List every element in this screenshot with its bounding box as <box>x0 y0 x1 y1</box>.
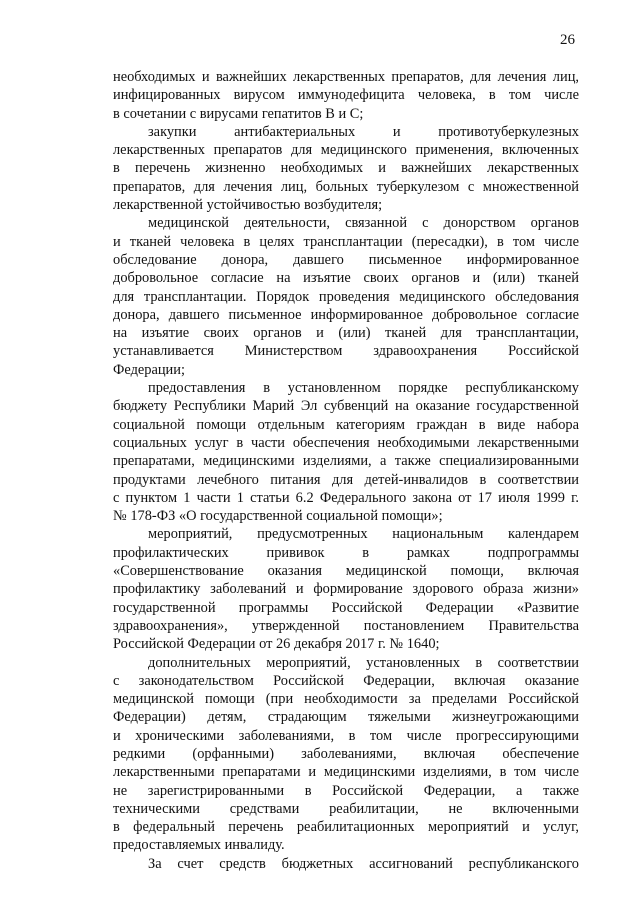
text-line: лекарственной устойчивостью возбудителя; <box>113 197 383 214</box>
text-line: с законодательством Российской Федерации, включая оказание <box>113 672 579 689</box>
text-line: бюджету Республики Марий Эл субвенций на оказание государственной <box>113 398 579 415</box>
text-line: и хроническими заболеваниями, в том числе прогрессирующими <box>113 727 579 744</box>
text-line: За счет средств бюджетных ассигнований республиканского <box>148 855 579 872</box>
text-line: социальных услуг в части обеспечения необходимыми лекарственными <box>113 434 579 451</box>
text-line: инфицированных вирусом иммунодефицита человека, в том числе <box>113 87 579 104</box>
text-line: здравоохранения», утвержденной постановлением Правительства <box>113 617 579 634</box>
text-line: Федерации) детям, страдающим тяжелыми жизнеугрожающими <box>113 709 579 726</box>
text-line: техническими средствами реабилитации, не включенными <box>113 800 579 817</box>
text-line: и тканей человека в целях трансплантации (пересадки), в том числе <box>113 233 579 250</box>
text-line: медицинской деятельности, связанной с донорством органов <box>148 215 579 232</box>
text-line: препаратами, медицинскими изделиями, а также специализированными <box>113 453 579 470</box>
text-line: дополнительных мероприятий, установленных в соответствии <box>148 654 579 671</box>
text-line: закупки антибактериальных и противотуберкулезных <box>148 123 579 140</box>
text-line: для трансплантации. Порядок проведения медицинского обследования <box>113 288 579 305</box>
text-line: Федерации; <box>113 361 185 378</box>
text-line: социальной помощи отдельным категориям граждан в виде набора <box>113 416 579 433</box>
text-line: лекарственными препаратами и медицинскими изделиями, в том числе <box>113 764 579 781</box>
text-line: № 178-ФЗ «О государственной социальной помощи»; <box>113 508 443 525</box>
page-number: 26 <box>560 32 575 48</box>
text-line: устанавливается Министерством здравоохранения Российской <box>113 343 579 360</box>
text-line: с пунктом 1 части 1 статьи 6.2 Федерального закона от 17 июля 1999 г. <box>113 489 579 506</box>
text-line: профилактических прививок в рамках подпрограммы <box>113 544 579 561</box>
text-line: продуктами лечебного питания для детей-инвалидов в соответствии <box>113 471 579 488</box>
text-line: медицинской помощи (при необходимости за пределами Российской <box>113 691 579 708</box>
text-line: на изъятие своих органов и (или) тканей для трансплантации, <box>113 325 579 342</box>
text-line: в перечень жизненно необходимых и важнейших лекарственных <box>113 160 579 177</box>
text-line: лекарственных препаратов для медицинского применения, включенных <box>113 142 579 159</box>
text-line: обследование донора, давшего письменное информированное <box>113 251 579 268</box>
text-line: необходимых и важнейших лекарственных препаратов, для лечения лиц, <box>113 69 579 85</box>
text-line: в федеральный перечень реабилитационных мероприятий и услуг, <box>113 819 579 836</box>
text-line: Российской Федерации от 26 декабря 2017 г. № 1640; <box>113 636 440 653</box>
text-line: в сочетании с вирусами гепатитов В и С; <box>113 105 364 122</box>
text-line: не зарегистрированными в Российской Федерации, а также <box>113 782 579 799</box>
text-line: «Совершенствование оказания медицинской помощи, включая <box>113 563 579 580</box>
text-line: редкими (орфанными) заболеваниями, включая обеспечение <box>113 745 579 762</box>
document-body <box>113 68 579 873</box>
text-line: добровольное согласие на изъятие своих органов и (или) тканей <box>113 270 579 287</box>
text-line: профилактику заболеваний и формирование здорового образа жизни» <box>113 581 579 598</box>
text-line: предоставления в установленном порядке республиканскому <box>148 380 579 397</box>
text-line: донора, давшего письменное информированное добровольное согласие <box>113 306 579 323</box>
text-line: препаратов, для лечения лиц, больных туберкулезом с множественной <box>113 178 579 195</box>
text-line: мероприятий, предусмотренных национальным календарем <box>148 526 579 543</box>
text-line: государственной программы Российской Федерации «Развитие <box>113 599 579 616</box>
text-line: предоставляемых инвалиду. <box>113 837 285 854</box>
